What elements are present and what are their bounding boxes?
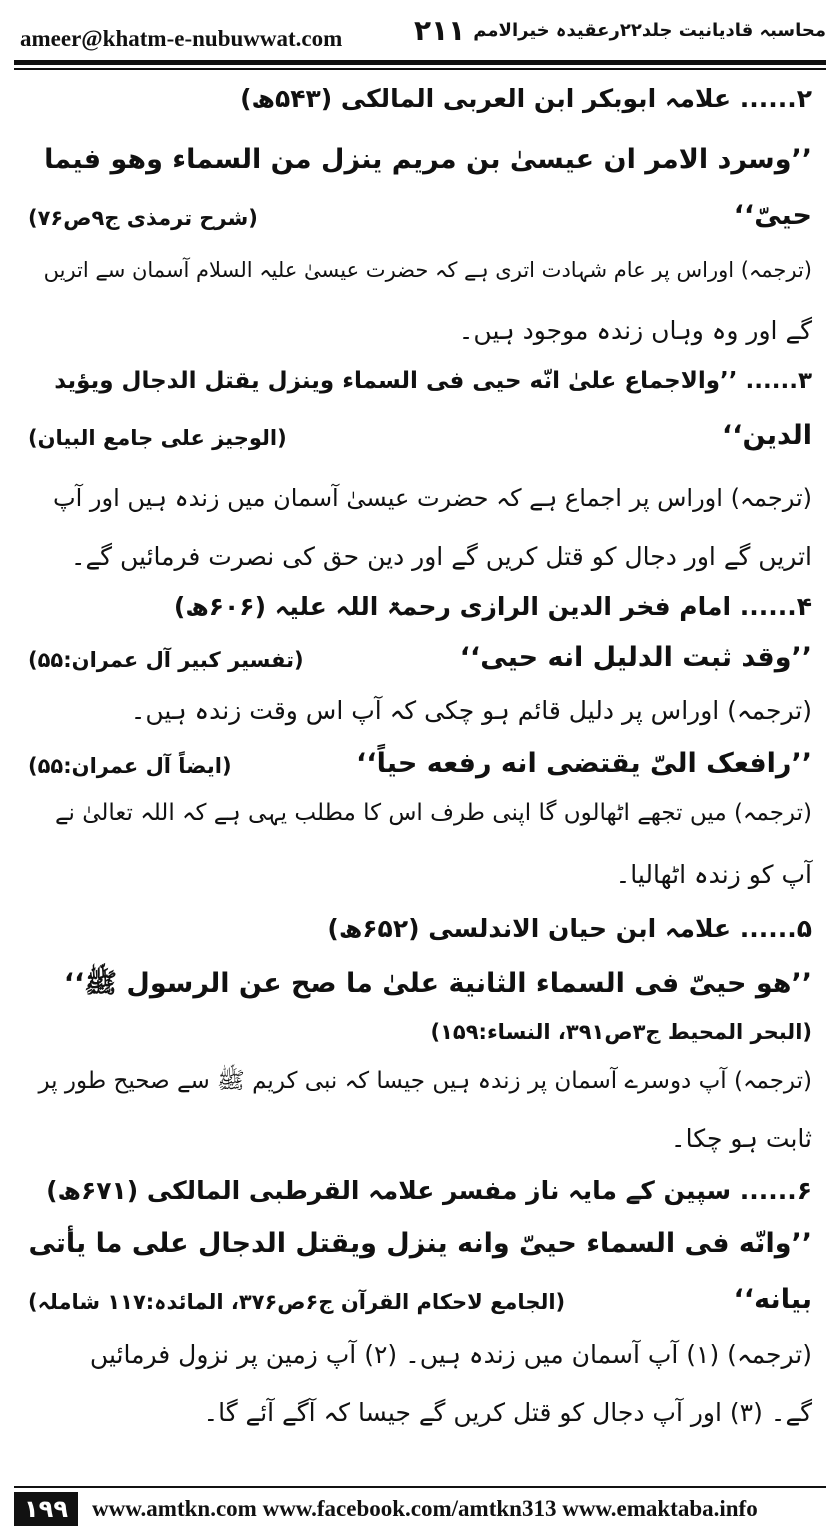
- section-heading-5: ۵...... علامہ ابن حیان الاندلسی (۶۵۲ھ): [327, 914, 812, 943]
- header-page-number: ۲۱۱: [414, 14, 466, 47]
- translation-line: (ترجمہ) آپ دوسرے آسمان پر زندہ ہیں جیسا کہ نبی کریم ﷺ سے صحیح طور پر: [38, 1068, 812, 1094]
- arabic-quote-line: حییّ‘‘: [733, 200, 812, 231]
- arabic-quote-line: ’’وقد ثبت الدلیل انه حیی‘‘: [459, 642, 812, 673]
- translation-line: اتریں گے اور دجال کو قتل کریں گے اور دین حق کی نصرت فرمائیں گے۔: [70, 542, 812, 571]
- translation-line: گے۔ (۳) اور آپ دجال کو قتل کریں گے جیسا کہ آگے آئے گا۔: [203, 1398, 812, 1427]
- translation-line: (ترجمہ) اوراس پر عام شہادت اتری ہے کہ حضرت عیسیٰ علیہ السلام آسمان سے اتریں: [43, 258, 812, 282]
- arabic-quote-line: بیانه‘‘: [733, 1284, 812, 1315]
- section-heading-6: ۶...... سپین کے مایہ ناز مفسر علامہ القرطبی المالکی (۶۷۱ھ): [46, 1176, 812, 1205]
- header-email[interactable]: ameer@khatm-e-nubuwwat.com: [20, 26, 343, 51]
- page-header: [14, 8, 826, 58]
- reference-citation: (شرح ترمذی ج۹ص۷۶): [28, 206, 258, 230]
- translation-line: (ترجمہ) اوراس پر اجماع ہے کہ حضرت عیسیٰ آسمان میں زندہ ہیں اور آپ: [53, 484, 812, 512]
- reference-citation: (البحر المحیط ج۳ص۳۹۱، النساء:۱۵۹): [430, 1020, 812, 1044]
- reference-citation: (تفسیر کبیر آل عمران:۵۵): [28, 648, 304, 672]
- section-heading-4: ۴...... امام فخر الدین الرازی رحمۃ اللہ علیہ (۶۰۶ھ): [173, 592, 812, 621]
- header-title: محاسبہ قادیانیت جلد۲۲رعقیدہ خیرالامم: [473, 20, 826, 41]
- translation-line: (ترجمہ) (۱) آپ آسمان میں زندہ ہیں۔ (۲) آپ زمین پر نزول فرمائیں: [89, 1340, 812, 1369]
- translation-line: گے اور وہ وہاں زندہ موجود ہیں۔: [458, 316, 812, 345]
- reference-citation: (الجامع لاحکام القرآن ج۶ص۳۷۶، المائدہ:۱۱۷ شاملہ): [28, 1290, 566, 1314]
- arabic-quote-line: ’’وانّه فی السماء حییّ وانه ینزل ویقتل الدجال علی ما یأتی: [28, 1228, 812, 1259]
- header-rule-thick: [14, 60, 826, 65]
- translation-line: (ترجمہ) میں تجھے اٹھالوں گا اپنی طرف اس کا مطلب یہی ہے کہ اللہ تعالیٰ نے: [55, 800, 812, 826]
- translation-line: (ترجمہ) اوراس پر دلیل قائم ہو چکی کہ آپ اس وقت زندہ ہیں۔: [130, 696, 812, 725]
- arabic-quote-line: الدین‘‘: [722, 420, 812, 451]
- arabic-quote-line: ’’هو حییّ فی السماء الثانیة علیٰ ما صح عن الرسول ﷺ‘‘: [63, 968, 812, 999]
- section-heading-3: ۳...... ’’والاجماع علیٰ انّه حیی فی السماء وینزل یقتل الدجال ویؤید: [54, 368, 812, 394]
- translation-line: آپ کو زندہ اٹھالیا۔: [615, 860, 812, 889]
- section-heading-2: ۲...... علامہ ابوبکر ابن العربی المالکی (۵۴۳ھ): [240, 84, 812, 113]
- footer-links[interactable]: www.amtkn.com www.facebook.com/amtkn313 www.emaktaba.info: [92, 1496, 758, 1521]
- footer-page-number: ۱۹۹: [14, 1492, 78, 1526]
- translation-line: ثابت ہو چکا۔: [670, 1124, 812, 1153]
- header-rule-thin: [14, 68, 826, 70]
- arabic-quote-line: ’’رافعک الیّ یقتضی انه رفعه حیاً‘‘: [356, 748, 812, 779]
- page-footer: [14, 1488, 826, 1528]
- arabic-quote-line: ’’وسرد الامر ان عیسیٰ بن مریم ینزل من السماء وهو فیما: [44, 144, 812, 175]
- reference-citation: (ایضاً آل عمران:۵۵): [28, 754, 232, 778]
- reference-citation: (الوجیز علی جامع البیان): [28, 426, 287, 450]
